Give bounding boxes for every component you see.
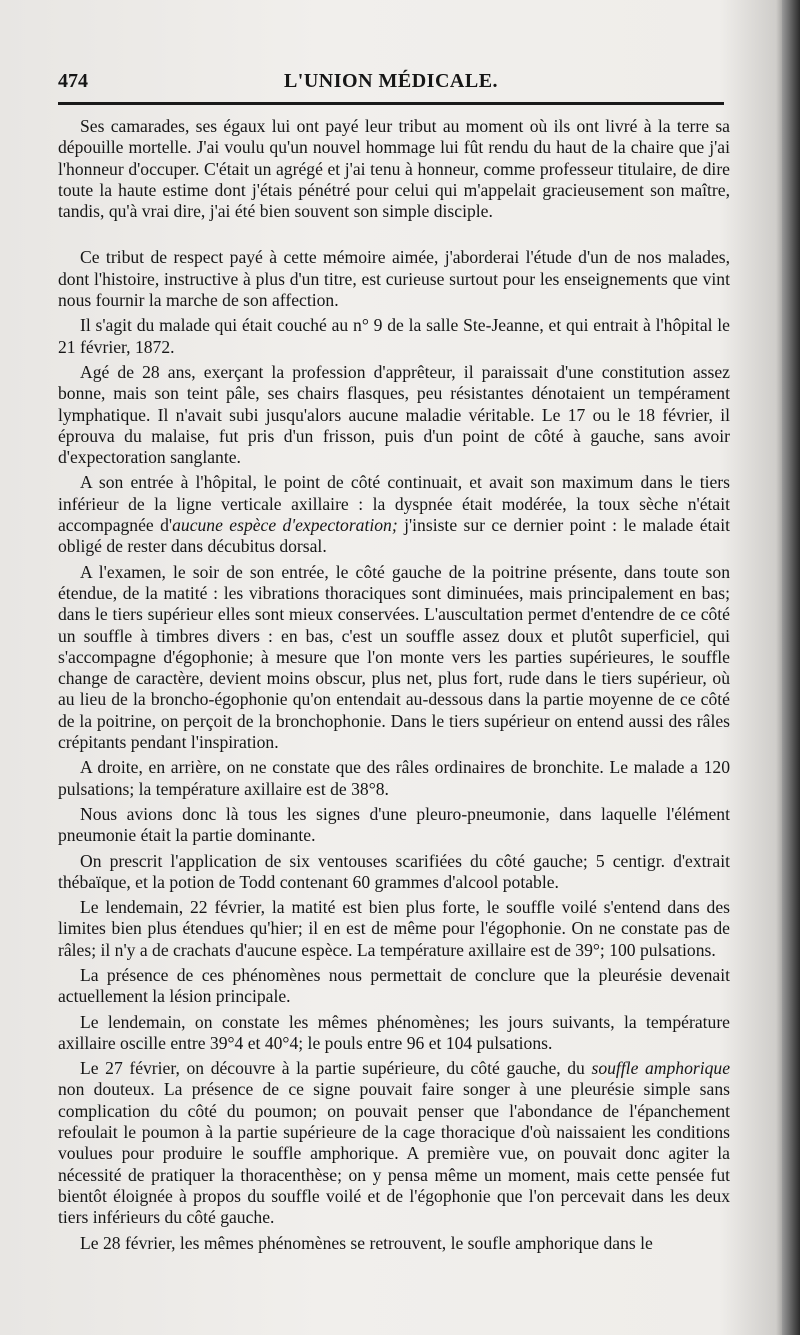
italic-emphasis: souffle amphorique: [591, 1058, 731, 1079]
paragraph: Le lendemain, 22 février, la matité est bien plus forte, le souffle voilé s'entend dans des limites bien plus étendues qu'hier; il en est de même pour l'égophonie. On ne constate pas de râles; il n'y a de crachats d'aucune espèce. La température axillaire est de 39°; 100 pulsations.: [58, 897, 730, 960]
paragraph: On prescrit l'application de six ventouses scarifiées du côté gauche; 5 centigr. d'extrait thébaïque, et la potion de Todd contenant 60 grammes d'alcool potable.: [58, 850, 730, 892]
paragraph-text: Le 27 février, on découvre à la partie supérieure, du côté gauche, du: [80, 1058, 592, 1079]
paragraph: A l'examen, le soir de son entrée, le côté gauche de la poitrine présente, dans toute son étendue, de la matité : les vibrations thoraciques sont diminuées, mais principalement en bas; dans le tiers supérieur elles sont mieux conservées. L'auscultation permet d'entendre de ce côté un souffle à timbres divers : en bas, c'est un souffle assez doux et plutôt superficiel, qui s'accompagne d'égophonie; à mesure que l'on monte vers les parties supérieures, le souffle change de caractère, devient moins obscur, plus net, plus fort, rude dans le tiers supérieur, où au lieu de la broncho-égophonie qu'on entendait au-dessous dans la partie moyenne de ce côté de la poitrine, on perçoit de la bronchophonie. Dans le tiers supérieur on entend aussi des râles crépitants pendant l'inspiration.: [58, 561, 730, 753]
page-edge-shadow: [782, 0, 800, 1335]
italic-emphasis: aucune espèce d'expectoration;: [172, 515, 398, 536]
paragraph: Agé de 28 ans, exerçant la profession d'apprêteur, il paraissait d'une constitution assez bonne, mais son teint pâle, ses chairs flasques, peu résistantes dénotaient un tempérament lymphatique. Il n'avait subi jusqu'alors aucune maladie véritable. Le 17 ou le 18 février, il éprouva du malaise, fut pris d'un frisson, puis d'un point de côté à gauche, sans avoir d'expectoration sanglante.: [58, 361, 730, 468]
paragraph-text: A son entrée à l'hôpital, le point de côté continuait, et avait son maximum dans le tiers inférieur de la ligne verticale axillaire : la dyspnée était modérée, la toux sèche n'était accompagnée d': [58, 472, 730, 536]
page-header: [58, 70, 724, 100]
running-title: L'UNION MÉDICALE.: [283, 70, 499, 92]
paragraph: [58, 472, 730, 557]
paragraph-text: j'insiste sur ce dernier point : le malade était obligé de rester dans décubitus dorsal.: [58, 515, 731, 557]
paragraph: [58, 1058, 730, 1228]
paragraph: Ses camarades, ses égaux lui ont payé leur tribut au moment où ils ont livré à la terre sa dépouille mortelle. J'ai voulu qu'un nouvel hommage lui fût rendu du haut de la chaire que j'ai l'honneur d'occuper. C'était un agrégé et j'ai tenu à honneur, comme professeur titulaire, de dire toute la haute estime dont j'étais pénétré pour celui qui m'appelait gracieusement son maître, tandis, qu'à vrai dire, j'ai été bien souvent son simple disciple.: [58, 116, 730, 222]
paragraph: A droite, en arrière, on ne constate que des râles ordinaires de bronchite. Le malade a 120 pulsations; la température axillaire est de 38°8.: [58, 757, 730, 799]
paragraph: Ce tribut de respect payé à cette mémoire aimée, j'aborderai l'étude d'un de nos malades, dont l'histoire, instructive à plus d'un titre, est curieuse surtout pour les enseignements que vint nous fournir la marche de son affection.: [58, 247, 730, 311]
paragraph: Nous avions donc là tous les signes d'une pleuro-pneumonie, dans laquelle l'élément pneumonie était la partie dominante.: [58, 803, 730, 846]
article-body: [58, 116, 730, 1254]
page-number: 474: [58, 70, 88, 92]
paragraph: Le 28 février, les mêmes phénomènes se retrouvent, le soufle amphorique dans le: [80, 1232, 653, 1253]
paragraph: Il s'agit du malade qui était couché au n° 9 de la salle Ste-Jeanne, et qui entrait à l'hôpital le 21 février, 1872.: [58, 315, 730, 357]
paragraph: La présence de ces phénomènes nous permettait de conclure que la pleurésie devenait actuellement la lésion principale.: [58, 964, 730, 1007]
paragraph-text: non douteux. La présence de ce signe pouvait faire songer à une pleurésie simple sans complication du côté du poumon; on pouvait penser que l'abondance de l'épanchement refoulait le poumon à la partie supérieure de la cage thoracique d'où naissaient les conditions voulues pour produire le souffle amphorique. A première vue, on pouvait donc agiter la nécessité de pratiquer la thoracenthèse; on y pensa même un moment, mais cette pensée fut bientôt éloignée à propos du souffle voilé et de l'égophonie que l'on percevait dans les deux tiers inférieurs du côté gauche.: [58, 1079, 730, 1228]
header-rule: [58, 102, 724, 105]
paragraph: Le lendemain, on constate les mêmes phénomènes; les jours suivants, la température axillaire oscille entre 39°4 et 40°4; le pouls entre 96 et 104 pulsations.: [58, 1011, 730, 1053]
